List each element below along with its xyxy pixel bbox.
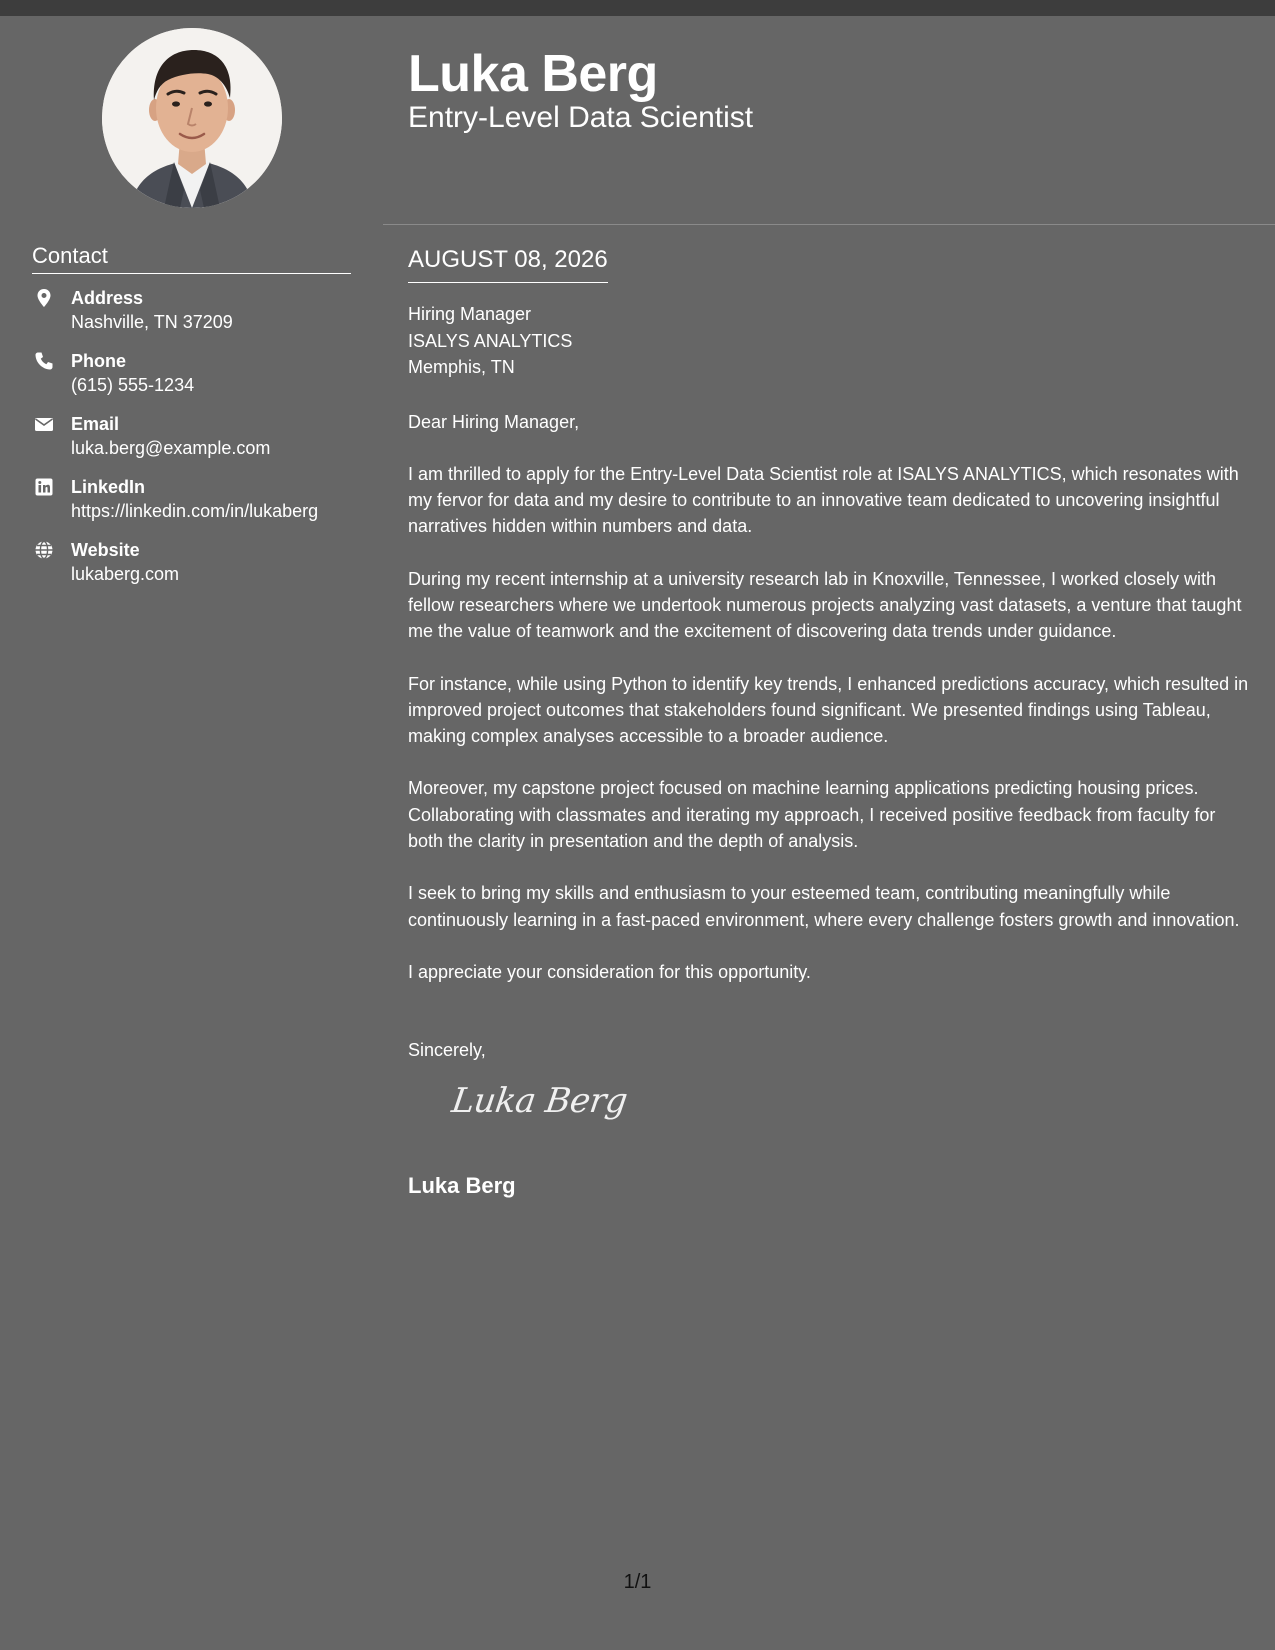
header-divider (383, 224, 1275, 225)
letter-paragraph: I am thrilled to apply for the Entry-Level Data Scientist role at ISALYS ANALYTICS, which resonates with my fervor for data and my desire to contribute to an innovative team dedicated to uncovering insightful narratives hidden within numbers and data. (408, 463, 1239, 537)
contact-item-email (32, 412, 372, 475)
letter-paragraph: For instance, while using Python to identify key trends, I enhanced predictions accuracy, which resulted in improved project outcomes that stakeholders found significant. We presented findings using Tableau, making complex analyses accessible to a broader audience. (408, 673, 1249, 747)
contact-value-linkedin[interactable]: https://linkedin.com/in/lukaberg (71, 501, 319, 521)
job-title: Entry-Level Data Scientist (408, 101, 754, 134)
envelope-icon (34, 414, 54, 434)
contact-list (32, 286, 372, 601)
contact-label: Website (71, 540, 140, 560)
salutation: Dear Hiring Manager, (408, 411, 580, 432)
letter-date: AUGUST 08, 2026 (408, 244, 608, 283)
letter-paragraph: Moreover, my capstone project focused on machine learning applications predicting housing prices. Collaborating with classmates and iterating my approach, I received positive feedback from faculty for both the clarity in presentation and the depth of analysis. (408, 778, 1216, 852)
recipient-line: ISALYS ANALYTICS (408, 330, 573, 351)
contact-label: Phone (71, 351, 127, 371)
recipient-line: Memphis, TN (408, 357, 515, 377)
avatar (102, 28, 282, 208)
globe-icon (34, 540, 54, 560)
signature-text: Luka Berg (449, 1080, 630, 1121)
letter-paragraph: I appreciate your consideration for this opportunity. (408, 961, 811, 982)
contact-value-address: Nashville, TN 37209 (71, 312, 233, 332)
applicant-name: Luka Berg (408, 45, 658, 103)
letter-paragraph: During my recent internship at a university research lab in Knoxville, Tennessee, I worked closely with fellow researchers where we undertook numerous projects analyzing vast datasets, a venture that taught me the value of teamwork and the excitement of discovering data trends under guidance. (408, 568, 1242, 642)
contact-item-phone (32, 349, 372, 412)
letter-paragraph: I seek to bring my skills and enthusiasm to your esteemed team, contributing meaningfully while continuously learning in a fast-paced environment, where every challenge fosters growth and innovation. (408, 883, 1240, 930)
signer-name: Luka Berg (408, 1172, 516, 1198)
letter-body (408, 244, 1253, 1200)
contact-heading: Contact (32, 242, 351, 274)
contact-label: Address (71, 288, 144, 308)
contact-item-address (32, 286, 372, 349)
map-pin-icon (34, 288, 54, 308)
contact-item-linkedin (32, 475, 372, 538)
contact-item-website (32, 538, 372, 601)
phone-icon (34, 351, 54, 371)
sidebar (0, 16, 383, 1650)
contact-value-phone: (615) 555-1234 (71, 375, 195, 395)
contact-label: LinkedIn (71, 477, 146, 497)
recipient-line: Hiring Manager (408, 304, 532, 324)
signature (449, 1080, 1253, 1142)
page-number: 1/1 (623, 1571, 652, 1593)
top-bar (0, 0, 1275, 16)
linkedin-icon (34, 477, 54, 497)
contact-value-email[interactable]: luka.berg@example.com (71, 438, 271, 458)
contact-value-website[interactable]: lukaberg.com (71, 564, 180, 584)
contact-label: Email (71, 414, 120, 434)
avatar-portrait-image (102, 28, 282, 208)
recipient-block (408, 301, 1253, 381)
header (408, 44, 753, 136)
closing: Sincerely, (408, 1040, 486, 1061)
